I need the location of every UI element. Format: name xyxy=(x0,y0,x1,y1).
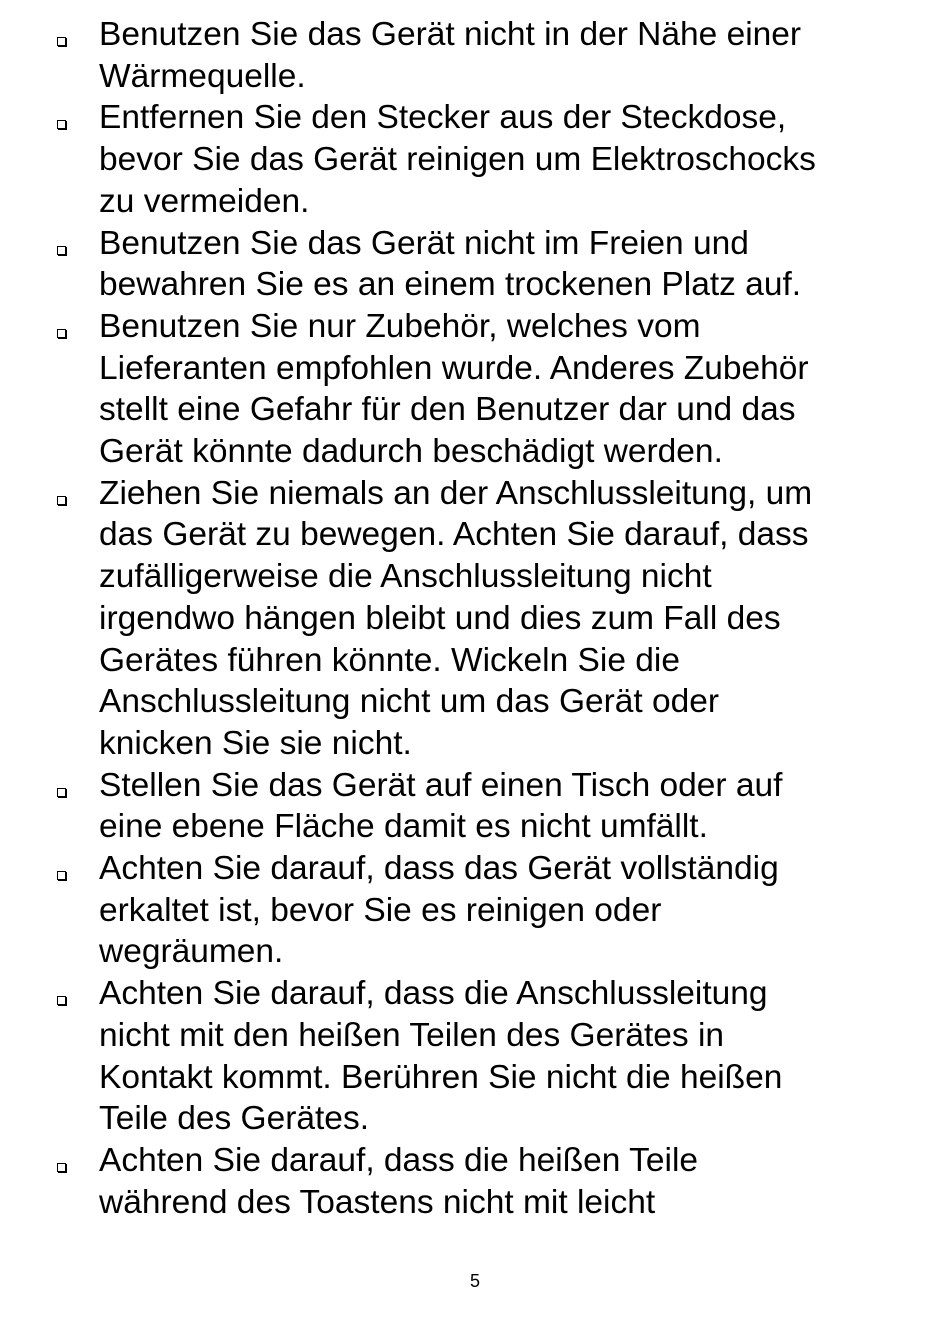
square-bullet-icon xyxy=(57,496,66,505)
list-item-line: Benutzen Sie das Gerät nicht im Freien und xyxy=(99,224,749,262)
list-item xyxy=(57,14,927,97)
list-item-line: Achten Sie darauf, dass die heißen Teile xyxy=(99,1141,699,1179)
list-item-line: das Gerät zu bewegen. Achten Sie darauf, dass xyxy=(99,516,809,554)
page-number: 5 xyxy=(469,1271,480,1291)
square-bullet-icon xyxy=(57,329,66,338)
list-item-line: Wärmequelle. xyxy=(99,57,306,95)
list-item-line: erkaltet ist, bevor Sie es reinigen oder xyxy=(99,891,662,929)
list-item xyxy=(57,97,927,222)
square-bullet-icon xyxy=(57,120,66,129)
safety-instructions-list xyxy=(57,14,927,1223)
list-item xyxy=(57,473,927,765)
list-item-line: eine ebene Fläche damit es nicht umfällt. xyxy=(99,808,708,846)
list-item xyxy=(57,1140,927,1223)
list-item-line: Teile des Gerätes. xyxy=(99,1100,369,1138)
list-item-line: Kontakt kommt. Berühren Sie nicht die heißen xyxy=(99,1058,783,1096)
square-bullet-icon xyxy=(57,788,66,797)
list-item-line: wegräumen. xyxy=(99,933,284,971)
list-item-line: Gerät könnte dadurch beschädigt werden. xyxy=(99,433,723,471)
square-bullet-icon xyxy=(57,871,66,880)
list-item-line: Anschlussleitung nicht um das Gerät oder xyxy=(99,683,720,721)
list-item-line: Stellen Sie das Gerät auf einen Tisch oder auf xyxy=(99,766,783,804)
list-item xyxy=(57,223,927,306)
square-bullet-icon xyxy=(57,1163,66,1172)
square-bullet-icon xyxy=(57,996,66,1005)
list-item-line: Ziehen Sie niemals an der Anschlussleitung, um xyxy=(99,474,813,512)
list-item-line: stellt eine Gefahr für den Benutzer dar und das xyxy=(99,391,796,429)
list-item-line: Gerätes führen könnte. Wickeln Sie die xyxy=(99,641,680,679)
list-item-line: zu vermeiden. xyxy=(99,182,310,220)
list-item xyxy=(57,973,927,1140)
list-item-line: bevor Sie das Gerät reinigen um Elektroschocks xyxy=(99,141,816,179)
list-item-line: Benutzen Sie das Gerät nicht in der Nähe einer xyxy=(99,16,802,53)
list-item-line: Benutzen Sie nur Zubehör, welches vom xyxy=(99,307,701,345)
list-item xyxy=(57,848,927,973)
list-item xyxy=(57,306,927,473)
list-item-line: zufälligerweise die Anschlussleitung nicht xyxy=(99,558,712,596)
square-bullet-icon xyxy=(57,37,66,46)
square-bullet-icon xyxy=(57,246,66,255)
list-item-line: Achten Sie darauf, dass das Gerät vollständig xyxy=(99,850,779,888)
list-item-line: Entfernen Sie den Stecker aus der Steckdose, xyxy=(99,99,787,137)
list-item-line: nicht mit den heißen Teilen des Gerätes in xyxy=(99,1016,725,1054)
list-item-line: irgendwo hängen bleibt und dies zum Fall des xyxy=(99,599,781,637)
list-item-line: Achten Sie darauf, dass die Anschlussleitung xyxy=(99,975,768,1013)
list-item-line: Lieferanten empfohlen wurde. Anderes Zubehör xyxy=(99,349,809,387)
list-item xyxy=(57,765,927,848)
list-item-line: knicken Sie sie nicht. xyxy=(99,724,412,762)
list-item-line: bewahren Sie es an einem trockenen Platz auf. xyxy=(99,266,802,304)
list-item-line: während des Toastens nicht mit leicht xyxy=(99,1183,656,1221)
